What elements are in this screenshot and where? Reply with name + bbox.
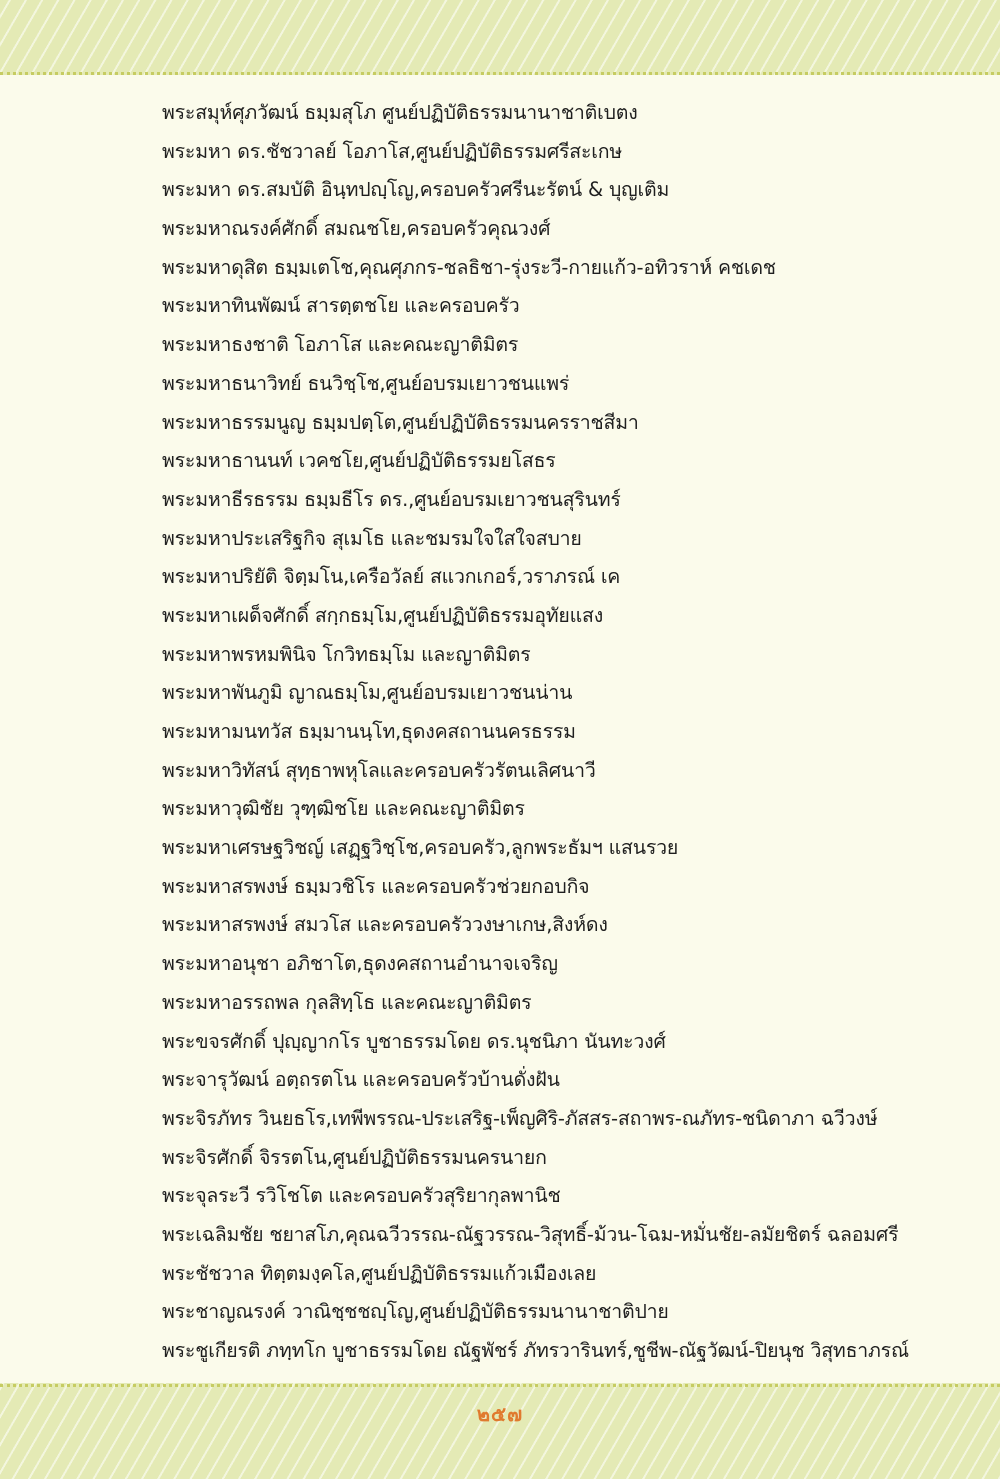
donor-line: พระมหาธรรมนูญ ธมฺมปตฺโต,ศูนย์ปฏิบัติธรรมนครราชสีมา (162, 410, 639, 434)
donor-line: พระมหาปริยัติ จิตฺมโน,เครือวัลย์ สแวกเกอร์,วราภรณ์ เค (162, 565, 621, 589)
donor-line: พระมหาณรงค์ศักดิ์ สมณชโย,ครอบครัวคุณวงศ์ (162, 217, 551, 241)
donor-line: พระมหาวิทัสน์ สุทฺธาพหุโลและครอบครัวรัตนเลิศนาวี (162, 758, 596, 782)
donor-line: พระมหาเศรษฐวิชญ์ เสฏฺฐวิชฺโช,ครอบครัว,ลูกพระธัมฯ แสนรวย (162, 836, 679, 860)
donor-line: พระมหาพรหมพินิจ โกวิทธมฺโม และญาติมิตร (162, 642, 531, 666)
donor-line: พระขจรศักดิ์ ปุญฺญากโร บูชาธรรมโดย ดร.นุชนิภา นันทะวงศ์ (162, 1029, 666, 1053)
donor-line: พระมหา ดร.ชัชวาลย์ โอภาโส,ศูนย์ปฏิบัติธรรมศรีสะเกษ (162, 139, 623, 163)
donor-line: พระมหาอนุชา อภิชาโต,ธุดงคสถานอำนาจเจริญ (162, 952, 558, 976)
donor-line: พระมหาสรพงษ์ ธมฺมวชิโร และครอบครัวช่วยกอบกิจ (162, 874, 590, 898)
donor-line: พระจิรภัทร วินยธโร,เทพีพรรณ-ประเสริฐ-เพ็ญศิริ-ภัสสร-สถาพร-ณภัทร-ชนิดาภา ฉวีวงษ์ (162, 1106, 878, 1130)
donor-line: พระสมุห์ศุภวัฒน์ ธมฺมสุโภ ศูนย์ปฏิบัติธรรมนานาชาติเบตง (162, 101, 638, 124)
donor-line: พระมหาอรรถพล กุลสิทฺโธ และคณะญาติมิตร (162, 990, 532, 1014)
donor-line: พระมหาทินพัฒน์ สารตฺตชโย และครอบครัว (162, 294, 520, 318)
donor-line: พระจิรศักดิ์ จิรรตโน,ศูนย์ปฏิบัติธรรมนครนายก (162, 1145, 547, 1169)
donor-line: พระมหาสรพงษ์ สมวโส และครอบครัววงษาเกษ,สิงห์ดง (162, 913, 608, 937)
donor-line: พระเฉลิมชัย ชยาสโภ,คุณฉวีวรรณ-ณัฐวรรณ-วิสุทธิ์-ม้วน-โฉม-หมั่นชัย-ลมัยชิตร์ ฉลอมศรี (162, 1222, 899, 1246)
donor-line: พระจารุวัฒน์ อตฺถรตโน และครอบครัวบ้านดั่งฝัน (162, 1068, 560, 1092)
donor-line: พระชูเกียรติ ภทฺทโก บูชาธรรมโดย ณัฐพัชร์ ภัทรวารินทร์,ชูชีพ-ณัฐวัฒน์-ปิยนุช วิสุทธาภรณ์ (162, 1339, 909, 1362)
donor-line: พระมหา ดร.สมบัติ อินฺทปญฺโญ,ครอบครัวศรีนะรัตน์ & บุญเติม (162, 178, 670, 202)
donor-line: พระมหาประเสริฐกิจ สุเมโธ และชมรมใจใสใจสบาย (162, 526, 582, 550)
donor-line: พระมหาธานนท์ เวคชโย,ศูนย์ปฏิบัติธรรมยโสธร (162, 449, 556, 473)
page-number: ๒๕๗ (476, 1402, 524, 1426)
donor-list (162, 94, 982, 1371)
donor-line: พระมหาดุสิต ธมฺมเตโช,คุณศุภกร-ชลธิชา-รุ่งระวี-กายแก้ว-อทิวราห์ คชเดช (162, 255, 776, 279)
donor-line: พระมหาธนาวิทย์ ธนวิชฺโช,ศูนย์อบรมเยาวชนแพร่ (162, 371, 570, 395)
donor-line: พระชัชวาล ทิตฺตมงฺคโล,ศูนย์ปฏิบัติธรรมแก้วเมืองเลย (162, 1261, 597, 1285)
top-decorative-band (0, 0, 1000, 72)
donor-line: พระมหาพันภูมิ ญาณธมฺโม,ศูนย์อบรมเยาวชนน่าน (162, 681, 573, 705)
donor-line: พระมหามนทวัส ธมฺมานนฺโท,ธุดงคสถานนครธรรม (162, 720, 576, 743)
donor-line: พระมหาธงชาติ โอภาโส และคณะญาติมิตร (162, 333, 519, 357)
donor-line: พระจุลระวี รวิโชโต และครอบครัวสุริยากุลพานิช (162, 1184, 561, 1208)
donor-line: พระมหาวุฒิชัย วุฑฺฒิชโย และคณะญาติมิตร (162, 797, 525, 821)
donor-line: พระมหาเผด็จศักดิ์ สกฺกธมฺโม,ศูนย์ปฏิบัติธรรมอุทัยแสง (162, 603, 604, 627)
donor-line: พระมหาธีรธรรม ธมฺมธีโร ดร.,ศูนย์อบรมเยาวชนสุรินทร์ (162, 487, 621, 511)
donor-line: พระชาญณรงค์ วาณิชฺชชญฺโญ,ศูนย์ปฏิบัติธรรมนานาชาติปาย (162, 1300, 669, 1324)
